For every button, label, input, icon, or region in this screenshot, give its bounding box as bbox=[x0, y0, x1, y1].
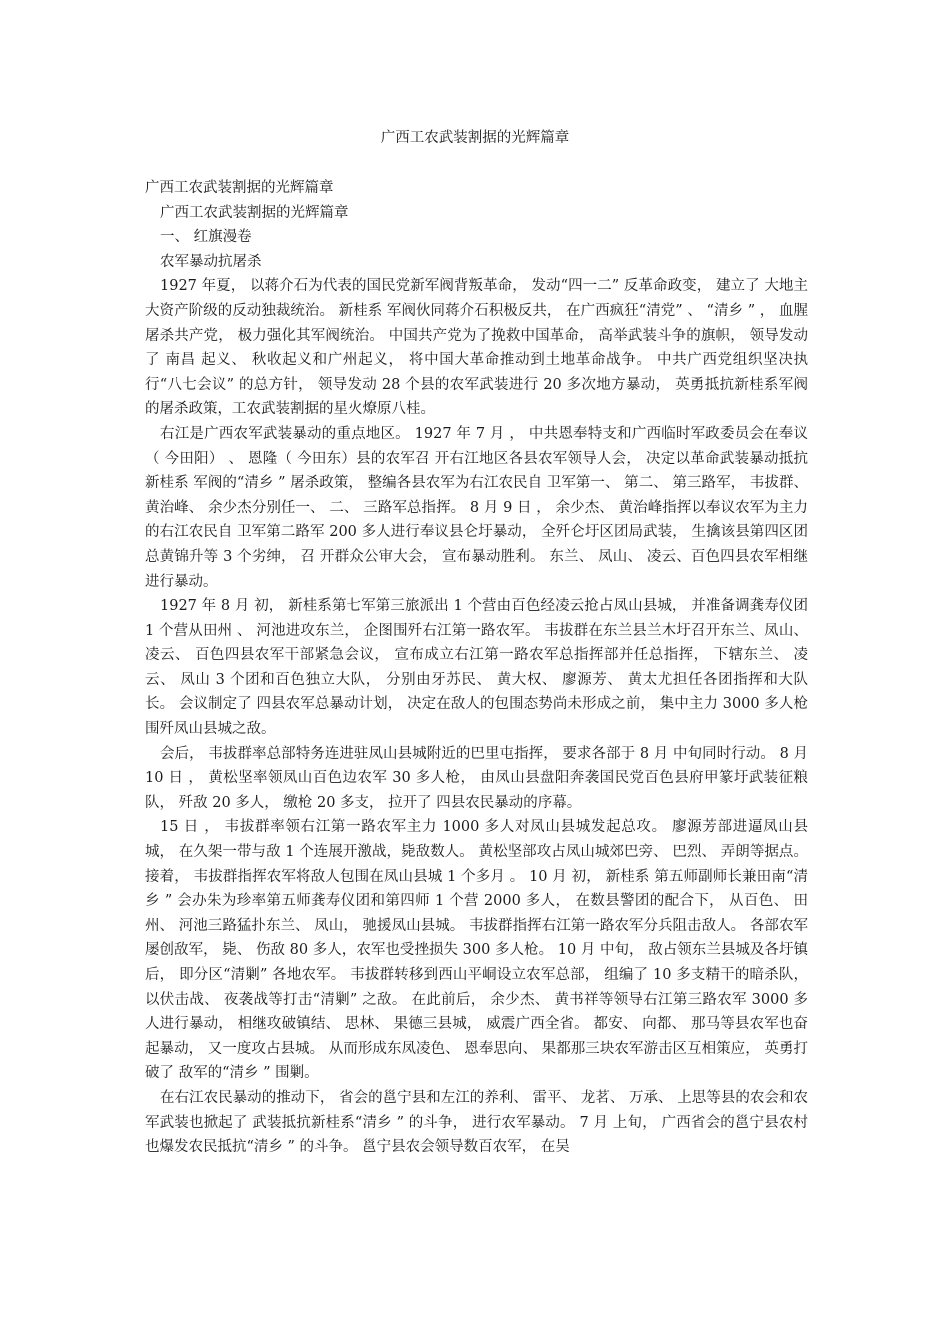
paragraph-heading: 广西工农武装割据的光辉篇章 bbox=[145, 180, 334, 196]
paragraph: 1927 年夏， 以蒋介石为代表的国民党新军阀背叛革命， 发动“四一二” 反革命政变， 建立了 大地主大资产阶级的反动独裁统治。 新桂系 军阀伙同蒋介石积极反共， 在广西疯狂“清党” 、 “清乡 ” ， 血腥屠杀共产党， 极力强化其军阀统治。 中国共产党为了挽救中国革命， 高举武装斗争的旗帜， 领导发动了 南昌 起义、 秋收起义和广州起义， 将中国大革命推动到土地革命战争。 中共广西党组织坚决执行“八七会议” 的总方针， 领导发动 28 个县的农军武装进行 20 多次地方暴动， 英勇抵抗新桂系军阀的屠杀政策，工农武装割据的星火燎原八桂。 bbox=[145, 278, 808, 418]
document-title: 广西工农武装割据的光辉篇章 bbox=[380, 130, 570, 146]
subsection-heading: 农军暴动抗屠杀 bbox=[160, 253, 262, 270]
paragraph: 右江是广西农军武装暴动的重点地区。 1927 年 7 月 ， 中共恩奉特支和广西临时军政委员会在奉议（ 今田阳） 、 恩隆（ 今田东）县的农军召 开右江地区各县农军领导人会， 决定以革命武装暴动抵抗新桂系 军阀的“清乡 ” 屠杀政策， 整编各县农军为右江农民自 卫军第一、 第二、 第三路军， 韦拔群、 黄治峰、 余少杰分别任一、 二、 三路军总指挥。 8 月 9 日 ， 余少杰、 黄治峰指挥以奉议农军为主力的右江农民自 卫军第二路军 200 多人进行奉议县仑圩暴动， 全歼仑圩区团局武装， 生擒该县第四区团总黄锦升等 3 个劣绅， 召 开群众公审大会， 宣布暴动胜利。 东兰、 凤山、 凌云、百色四县农军相继进行暴动。 bbox=[145, 425, 808, 590]
document-body bbox=[145, 176, 808, 1160]
paragraph-subheading: 广西工农武装割据的光辉篇章 bbox=[160, 204, 349, 221]
paragraph: 在右江农民暴动的推动下， 省会的邕宁县和左江的养利、 雷平、 龙茗、 万承、 上思等县的农会和农军武装也掀起了 武装抵抗新桂系“清乡 ” 的斗争， 进行农军暴动。 7 月 上旬， 广西省会的邕宁县农村也爆发农民抵抗“清乡 ” 的斗争。 邕宁县农会领导数百农军， 在吴 bbox=[145, 1089, 808, 1156]
section-heading: 一、 红旗漫卷 bbox=[160, 229, 252, 246]
paragraph: 会后， 韦拔群率总部特务连进驻凤山县城附近的巴里屯指挥， 要求各部于 8 月 中旬同时行动。 8 月 10 日 ， 黄松坚率领凤山百色边农军 30 多人枪， 由凤山县盘阳奔袭国民党百色县府甲篆圩武装征粮队， 歼敌 20 多人， 缴枪 20 多支， 拉开了 四县农民暴动的序幕。 bbox=[145, 745, 808, 811]
paragraph: 15 日 ， 韦拔群率领右江第一路农军主力 1000 多人对凤山县城发起总攻。 廖源芳部进逼凤山县城， 在久架一带与敌 1 个连展开激战，毙敌数人。 黄松坚部攻占凤山城郊巴旁、 巴烈、 弄朗等据点。 接着， 韦拔群指挥农军将敌人包围在凤山县城 1 个多月 。 10 月 初， 新桂系 第五师副师长兼田南“清乡 ” 会办朱为珍率第五师龚寿仪团和第四师 1 个营 2000 多人， 在数县警团的配合下， 从百色、 田州、 河池三路猛扑东兰、 凤山， 驰援凤山县城。 韦拔群指挥右江第一路农军分兵阻击敌人。 各部农军屡创敌军， 毙、 伤敌 80 多人，农军也受挫损失 300 多人枪。 10 月 中旬， 敌占领东兰县城及各圩镇后， 即分区“清剿” 各地农军。 韦拔群转移到西山平峒设立农军总部， 组编了 10 多支精干的暗杀队， 以伏击战、 夜袭战等打击“清剿” 之敌。 在此前后， 余少杰、 黄书祥等领导右江第三路农军 3000 多人进行暴动， 相继攻破镇结、 思林、 果德三县城， 威震广西全省。 都安、 向都、 那马等县农军也奋起暴动， 又一度攻占县城。 从而形成东凤凌色、 恩奉思向、 果都那三块农军游击区互相策应， 英勇打破了 敌军的“清乡 ” 围剿。 bbox=[145, 819, 808, 1082]
paragraph: 1927 年 8 月 初， 新桂系第七军第三旅派出 1 个营由百色经凌云抢占凤山县城， 并准备调龚寿仪团 1 个营从田州 、 河池进攻东兰， 企图围歼右江第一路农军。 韦拔群在东兰县兰木圩召开东兰、凤山、 凌云、 百色四县农军干部紧急会议， 宣布成立右江第一路农军总指挥部并任总指挥， 下辖东兰、 凌云、 凤山 3 个团和百色独立大队， 分别由牙苏民、 黄大权、 廖源芳、 黄太尤担任各团指挥和大队长。 会议制定了 四县农军总暴动计划， 决定在敌人的包围态势尚未形成之前， 集中主力 3000 多人枪围歼凤山县城之敌。 bbox=[145, 598, 808, 738]
